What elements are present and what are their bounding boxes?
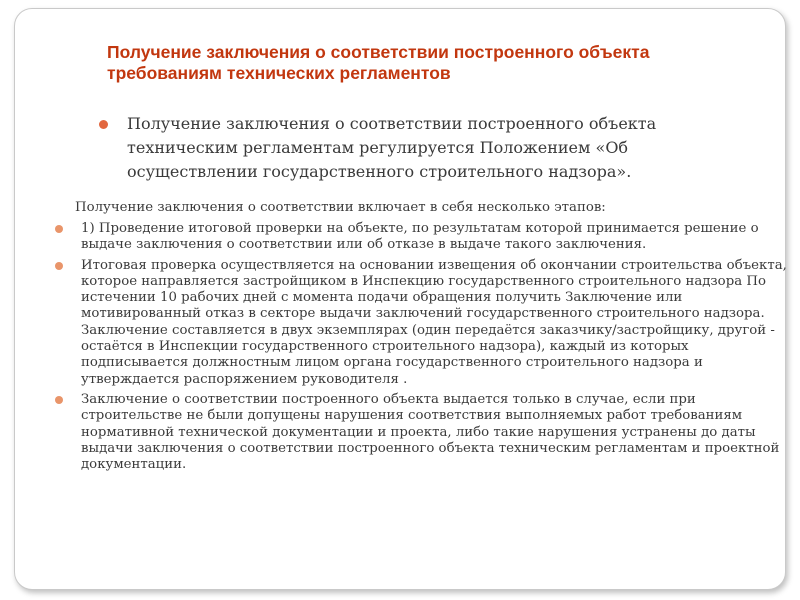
list-item — [55, 392, 795, 473]
slide-title: Получение заключения о соответствии построенного объекта требованиям технических регламентов — [107, 42, 650, 83]
step-text: Заключение о соответствии построенного объекта выдается только в случае, если при строительстве не были допущены нарушения соответствия выполняемых работ требованиям нормативной технической документации и проекта, либо такие нарушения устранены до даты выдачи заключения о соответствии построенного объекта техническим регламентам и проектной документации. — [81, 391, 780, 473]
circle-bullet-icon — [55, 225, 63, 233]
intro-text: Получение заключения о соответствии включает в себя несколько этапов: — [75, 200, 606, 215]
step-text: Итоговая проверка осуществляется на основании извещения об окончании строительства объекта, которое направляется застройщиком в Инспекцию государственного строительного надзора По истечении 10 рабочих дней с момента подачи обращения получить Заключение или мотивированный отказ в секторе выдачи заключений государственного строительного надзора. Заключение составляется в двух экземплярах (один передаётся заказчику/застройщику, другой - остаётся в Инспекции государственного строительного надзора), каждый из которых подписывается должностным лицом органа государственного строительного надзора и утверждается распоряжением руководителя . — [81, 257, 787, 387]
list-item — [55, 221, 795, 254]
circle-bullet-icon — [55, 396, 63, 404]
circle-bullet-icon — [99, 120, 108, 129]
steps-list — [55, 221, 795, 477]
lead-text: Получение заключения о соответствии построенного объекта техническим регламентам регулируется Положением «Об осуществлении государственного строительного надзора». — [127, 114, 657, 181]
list-item — [55, 258, 795, 388]
lead-list — [99, 112, 739, 184]
circle-bullet-icon — [55, 262, 63, 270]
lead-list-item — [99, 112, 739, 184]
slide-frame — [14, 8, 786, 590]
step-text: 1) Проведение итоговой проверки на объекте, по результатам которой принимается решение о выдаче заключения о соответствии или об отказе в выдаче такого заключения. — [81, 221, 759, 253]
